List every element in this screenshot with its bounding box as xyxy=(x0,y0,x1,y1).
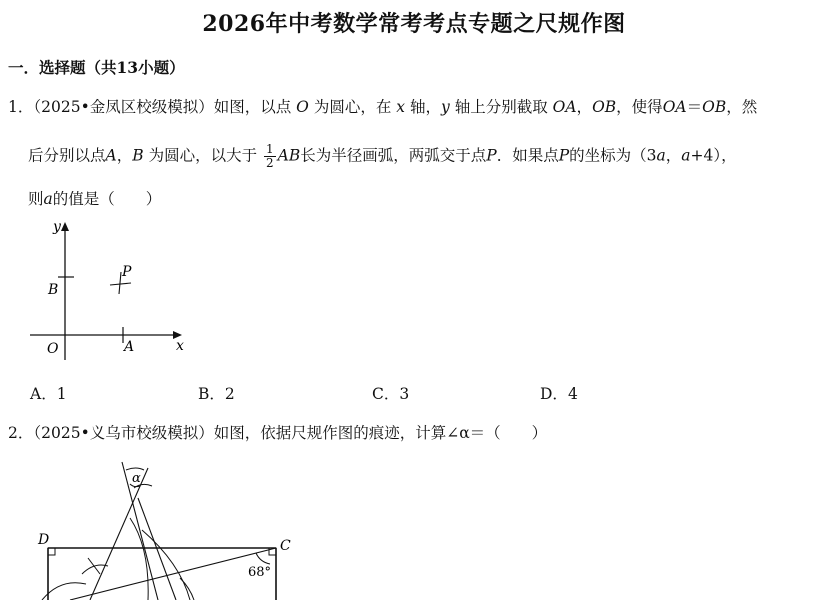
option-c[interactable] xyxy=(372,382,409,404)
option-label: A． xyxy=(30,385,57,403)
label-d: D xyxy=(38,532,50,548)
label-68: 68° xyxy=(248,565,272,580)
fraction-numerator: 1 xyxy=(266,142,274,156)
text: 后分别以点 xyxy=(28,146,106,165)
option-d[interactable] xyxy=(540,382,578,404)
question-source: （2025•金凤区校级模拟） xyxy=(33,98,214,116)
y-axis-arrow xyxy=(61,222,69,231)
var-x: x xyxy=(396,98,406,116)
section-heading: 一．选择题（共13小题） xyxy=(8,58,185,77)
text: 轴， xyxy=(409,98,441,116)
text: 的值是（ ） xyxy=(52,190,162,208)
angle-68-arc xyxy=(256,553,270,564)
question-number: 2． xyxy=(8,424,34,442)
option-label: D． xyxy=(540,385,568,403)
text: ，然 xyxy=(726,98,758,116)
var-a: A xyxy=(105,146,117,165)
text: 长为半径画弧，两弧交于点 xyxy=(300,146,487,165)
construction-arc-1 xyxy=(126,468,144,470)
option-value: 2 xyxy=(224,385,235,403)
text: 为圆心，以大于 xyxy=(148,146,258,165)
text: ＝ xyxy=(686,98,703,116)
var-p: P xyxy=(558,146,570,165)
label-b: B xyxy=(48,282,59,298)
text: ．如果点 xyxy=(496,146,559,165)
var-a: a xyxy=(681,146,691,165)
construction-arc-8 xyxy=(180,578,194,600)
label-o: O xyxy=(47,341,59,357)
text: +4）， xyxy=(690,146,737,165)
option-value: 4 xyxy=(567,385,578,403)
text: ，使得 xyxy=(616,98,663,116)
question-2-figure xyxy=(30,458,310,600)
option-a[interactable] xyxy=(30,382,67,404)
text: ， xyxy=(665,146,682,165)
label-alpha: α xyxy=(132,471,141,486)
var-ob: OB xyxy=(702,98,727,116)
question-2-line-1 xyxy=(8,421,547,443)
option-value: 1 xyxy=(56,385,67,403)
text: 则 xyxy=(28,190,44,208)
text: ， xyxy=(116,146,133,165)
label-p: P xyxy=(122,264,132,280)
var-y: y xyxy=(440,98,450,116)
var-ob: OB xyxy=(592,98,617,116)
text: ， xyxy=(576,98,593,116)
var-a: a xyxy=(43,190,53,208)
option-b[interactable] xyxy=(198,382,235,404)
text: 如图，依据尺规作图的痕迹，计算∠α＝（ ） xyxy=(213,424,548,442)
right-angle-d xyxy=(48,548,55,555)
label-x: x xyxy=(176,338,184,354)
question-1-figure xyxy=(24,214,194,364)
arc-mark-2 xyxy=(119,272,121,294)
fraction-one-half xyxy=(264,143,276,170)
question-source: （2025•义乌市校级模拟） xyxy=(33,424,214,442)
text: 轴上分别截取 xyxy=(454,98,548,116)
fraction-denominator: 2 xyxy=(266,156,274,170)
var-oa: OA xyxy=(662,98,687,116)
option-label: B． xyxy=(198,385,225,403)
var-o: O xyxy=(296,98,309,116)
text: 为圆心，在 xyxy=(313,98,392,116)
text: 如图，以点 xyxy=(213,98,292,116)
var-a: a xyxy=(656,146,666,165)
label-a: A xyxy=(124,339,135,355)
var-b: B xyxy=(132,146,144,165)
option-value: 3 xyxy=(399,385,410,403)
page-title: 2026年中考数学常考考点专题之尺规作图 xyxy=(202,11,626,37)
text: 的坐标为（3 xyxy=(569,146,657,165)
var-oa: OA xyxy=(552,98,577,116)
question-number: 1． xyxy=(8,98,34,116)
construction-line-2 xyxy=(90,468,148,600)
question-1-line-3 xyxy=(28,187,161,209)
label-y: y xyxy=(53,219,61,235)
label-c: C xyxy=(280,538,291,554)
var-ab: AB xyxy=(277,146,301,165)
option-label: C． xyxy=(372,385,400,403)
var-p: P xyxy=(486,146,497,165)
question-1-line-2 xyxy=(28,143,737,170)
construction-arc-6 xyxy=(82,565,108,574)
question-1-line-1 xyxy=(8,95,757,117)
construction-arc-3 xyxy=(130,518,148,600)
